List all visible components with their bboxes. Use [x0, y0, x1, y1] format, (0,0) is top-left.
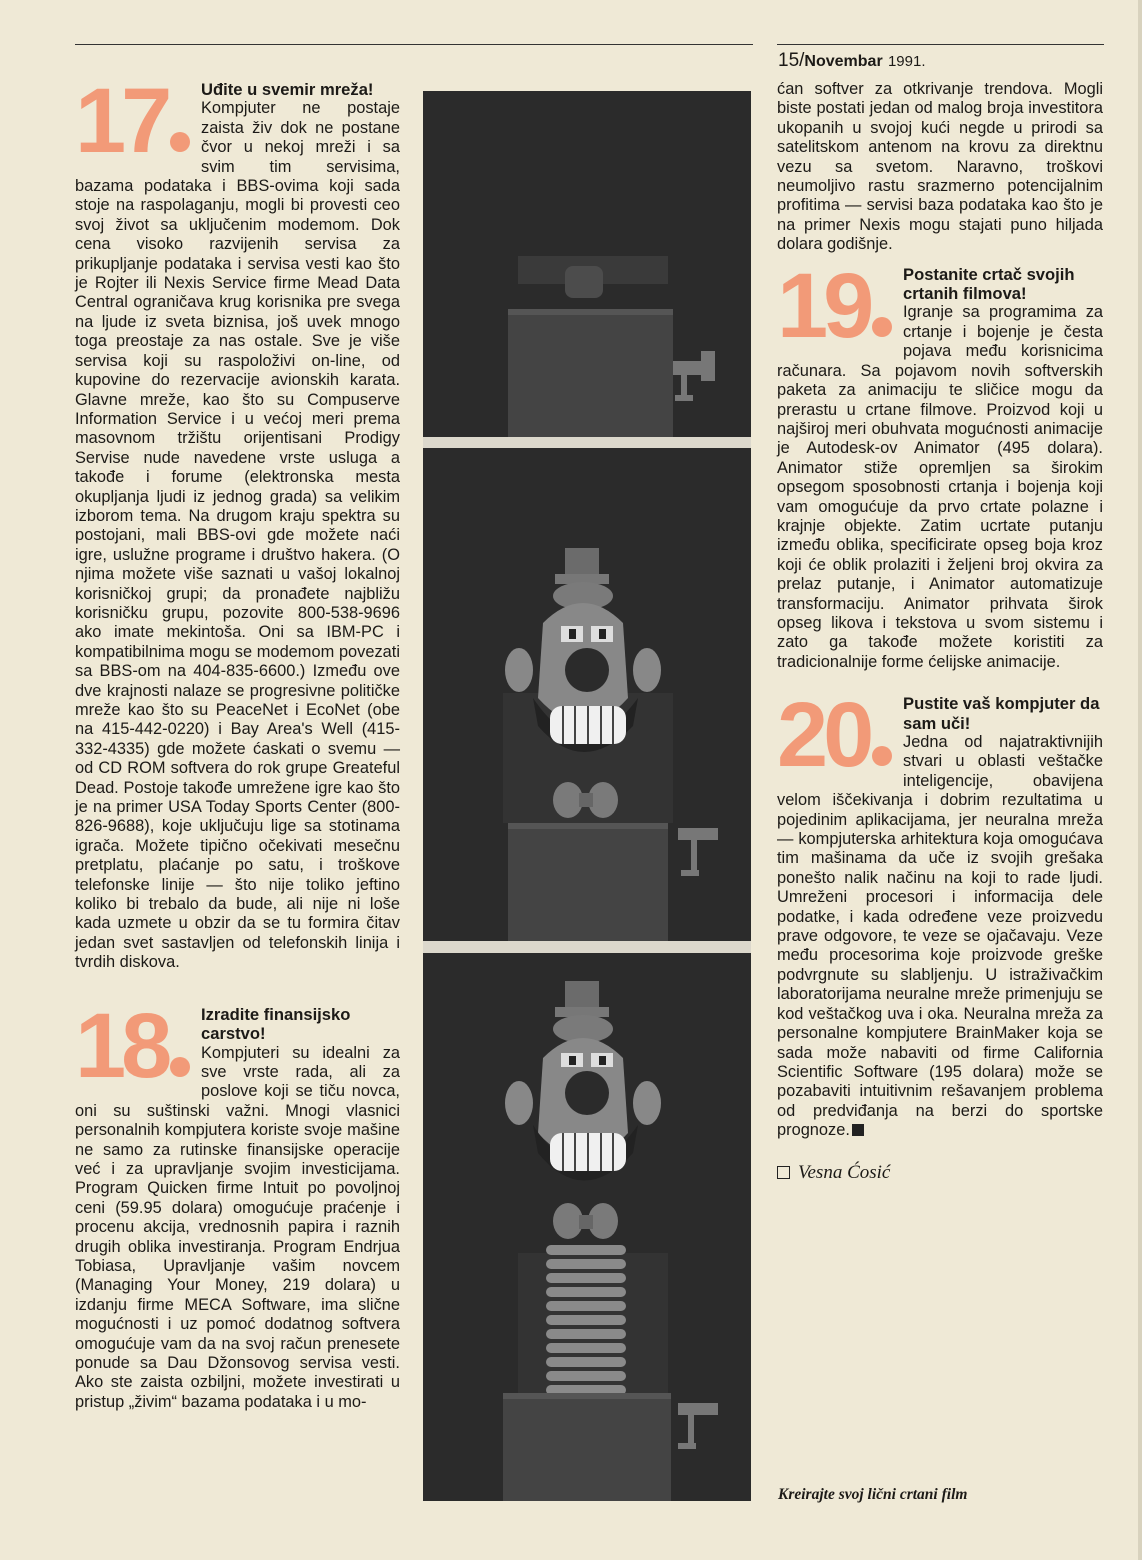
section-heading-19: Postanite crtač svojih crtanih filmova! — [903, 264, 1075, 304]
section-bullet-icon — [872, 746, 892, 766]
animation-frame-1 — [423, 91, 751, 437]
section-heading-18: Izradite finansijsko carstvo! — [201, 1004, 351, 1044]
section-body-19: Igranje sa programima za crtanje i bojenje je česta pojava među korisnicima računara. Sa pojavom novih softverskih paketa za animaciju te sličice mogu da prerastu u crtane filmove. Proizvod koji u najširoj meri obuhvata mogućnosti animacije je Autodesk-ov Animator (495 dolara). Animator stiže opremljen sa širokim opsegom sposobnosti crtanja i bojenja koji vam omogućuje da prvo crtate polazne i krajnje objekte. Zatim ucrtate putanju između oblika, specificirate opseg boja kroz koji će oblik prolaziti i željeni broj okvira za prelaz putanje, i Animator automatizuje transformaciju. Animator prihvata širok opseg likova i tekstova u svom sistemu i zato ga takođe možete koristiti za tradicionalnije forme ćelijske animacije. — [777, 303, 1103, 671]
section-bullet-icon — [872, 317, 892, 337]
section-19 — [777, 254, 1103, 683]
issue-day: 15 — [778, 50, 800, 71]
section-heading-20: Pustite vaš kompjuter da sam uči! — [903, 694, 1100, 733]
jack-in-the-box-clown-spring-icon — [423, 953, 751, 1501]
image-caption: Kreirajte svoj lični crtani film — [778, 1486, 968, 1503]
animation-frame-3 — [423, 953, 751, 1501]
section-18-continuation: ćan softver za otkrivanje trendova. Mogli biste postati jedan od malog broja investitora ukopanih u svojoj kući negde u prirodi sa satelitskom antenom na krovu za direktnu vezu sa svetom. Naravno, troškovi neumoljivo rastu srazmerno potencijalnim profitima — servisi baza podataka kao što je na primer Nexis mogu stajati puno hiljada dolara godišnje. — [777, 80, 1103, 254]
page-edge — [1138, 0, 1142, 1560]
byline — [777, 1163, 1103, 1182]
section-bullet-icon — [170, 132, 190, 152]
section-bullet-icon — [170, 1057, 190, 1077]
left-column — [75, 70, 400, 1434]
right-column — [777, 80, 1103, 1182]
section-number-20: 20 — [777, 696, 895, 782]
section-number-17: 17 — [75, 82, 193, 164]
animation-filmstrip — [423, 91, 751, 1501]
section-number-18: 18 — [75, 1007, 193, 1087]
section-20 — [777, 684, 1103, 1150]
top-rule-right — [777, 44, 1104, 45]
end-of-article-icon — [852, 1124, 864, 1136]
section-body-20: Jedna od najatraktivnijih stvari u oblasti veštačke inteligencije, obavijena velom iščekivanja i dobrim rezultatima u pojedinim aplikacijama, jer neuralna mreža — kompjuterska arhitektura koja omogućava tim mašinama da uče iz svojih grešaka ponešto nalik načinu na koji to rade ljudi. Umreženi procesori i informacija dele podatke, i kada određene veze proizvedu prave odgovore, te veze se ojačavaju. Veze među procesorima koje proizvode greške podvrgnute su slabljenju. U istraživačkim laboratorijama neuralne mreže primenjuju se kod veštačkog uva i oka. Neuralna mreža za personalne kompjutere BrainMaker koja se sada može nabaviti od firme California Scientific Software (195 dolara) može se pozabaviti intuitivnim rešavanjem problema od predviđanja na berzi do sportske prognoze. — [777, 733, 1103, 1140]
issue-year: 1991. — [887, 53, 926, 70]
author-name: Vesna Ćosić — [798, 1161, 891, 1183]
section-body-17: Kompjuter ne postaje zaista živ dok ne postane čvor u nekoj mreži i sa svim tim servisima, bazama podataka i BBS-ovima koji sada stoje na raspolaganju, mogli bi provesti ceo svoj život sa uključenim modemom. Dok cena visoko razvijenih servisa za prikupljanje podataka i servisa vesti kao što je Rojter ili Nexis Service firme Mead Data Central ograničava krug korisnika pre svega na ljude iz sveta biznisa, još uvek mnogo toga preostaje za nas ostale. Sve je više servisa koji su raspoloživi on-line, od kupovine do rezervacije avionskih karata. Glavne mreže, kao što su Compuserve Information Service i u većoj meri prema masovnom tržištu orijentisani Prodigy Servise nude navedene vrste usluga a takođe i forume (elektronska mesta okupljanja ljudi iz jednog grada) sa velikim izborom tema. Na drugom kraju spektra su postojani, mali BBS-ovi gde možete naći igre, uslužne programe i društvo hakera. (O njima možete više saznati u vašoj lokalnoj korisničkoj grupi; da pronađete najbližu korisničku grupu, pozovite 800-538-9696 ako imate mekintoša. Oni sa IBM-PC i kompatibilnima mogu se modemom povezati sa BBS-om na 404-835-6600.) Između ove dve krajnosti nalaze se progresivne političke mreže kao što su PeaceNet i EcoNet (obe na 415-442-0220) i Bay Area's Well (415-332-4335) gde možete ćaskati o svemu — od CD ROM softvera do rok grupe Greateful Dead. Postoje takođe umrežene igre kao što je na primer USA Today Sports Center (800-826-9688), koje uključuju lige sa stotinama igrača. Možete tipično očekivati mesečnu pretplatu, plaćanje po satu, i troškove telefonske linije — što nije toliko jeftino koliko bi trebalo da bude, ali nije ni loše kada uzmete u obzir da se tu formira čitav jedan svet sastavljen od telefonskih linija i tvrdih diskova. — [75, 99, 400, 972]
issue-date: 15/Novembar 1991. — [778, 50, 926, 71]
section-17 — [75, 70, 400, 983]
top-rule-left — [75, 44, 753, 45]
animation-frame-2 — [423, 448, 751, 941]
section-heading-17: Uđite u svemir mreža! — [201, 80, 374, 99]
square-bullet-icon — [777, 1166, 790, 1179]
jack-in-the-box-clown-icon — [423, 448, 751, 941]
issue-month: Novembar — [804, 53, 883, 70]
section-body-18: Kompjuteri su idealni za sve vrste rada, ali za poslove koji se tiču novca, oni su suštinski važni. Mnogi vlasnici personalnih kompjutera koriste svoje mašine ne samo za rutinske finansijske operacije već i za upravljanje svojim investicijama. Program Quicken firme Intuit po povoljnoj ceni (59.95 dolara) omogućuje praćenje i procenu akcija, vrednosnih papira i raznih drugih oblika investiranja. Program Endrjua Tobiasa, Upravljanje vašim novcem (Managing Your Money, 219 dolara) u izdanju firme MECA Software, ima slične mogućnosti i uz pomoć dodatnog softvera omogućuje vam da na svoj račun prenesete ponude sa Dau Džonsovog servisa vesti. Ako ste zaista ozbiljni, možete investirati u pristup „živim“ bazama podataka i u mo- — [75, 1043, 400, 1411]
section-number-19: 19 — [777, 267, 895, 357]
section-18 — [75, 994, 400, 1423]
jack-in-the-box-closed-icon — [423, 91, 751, 437]
